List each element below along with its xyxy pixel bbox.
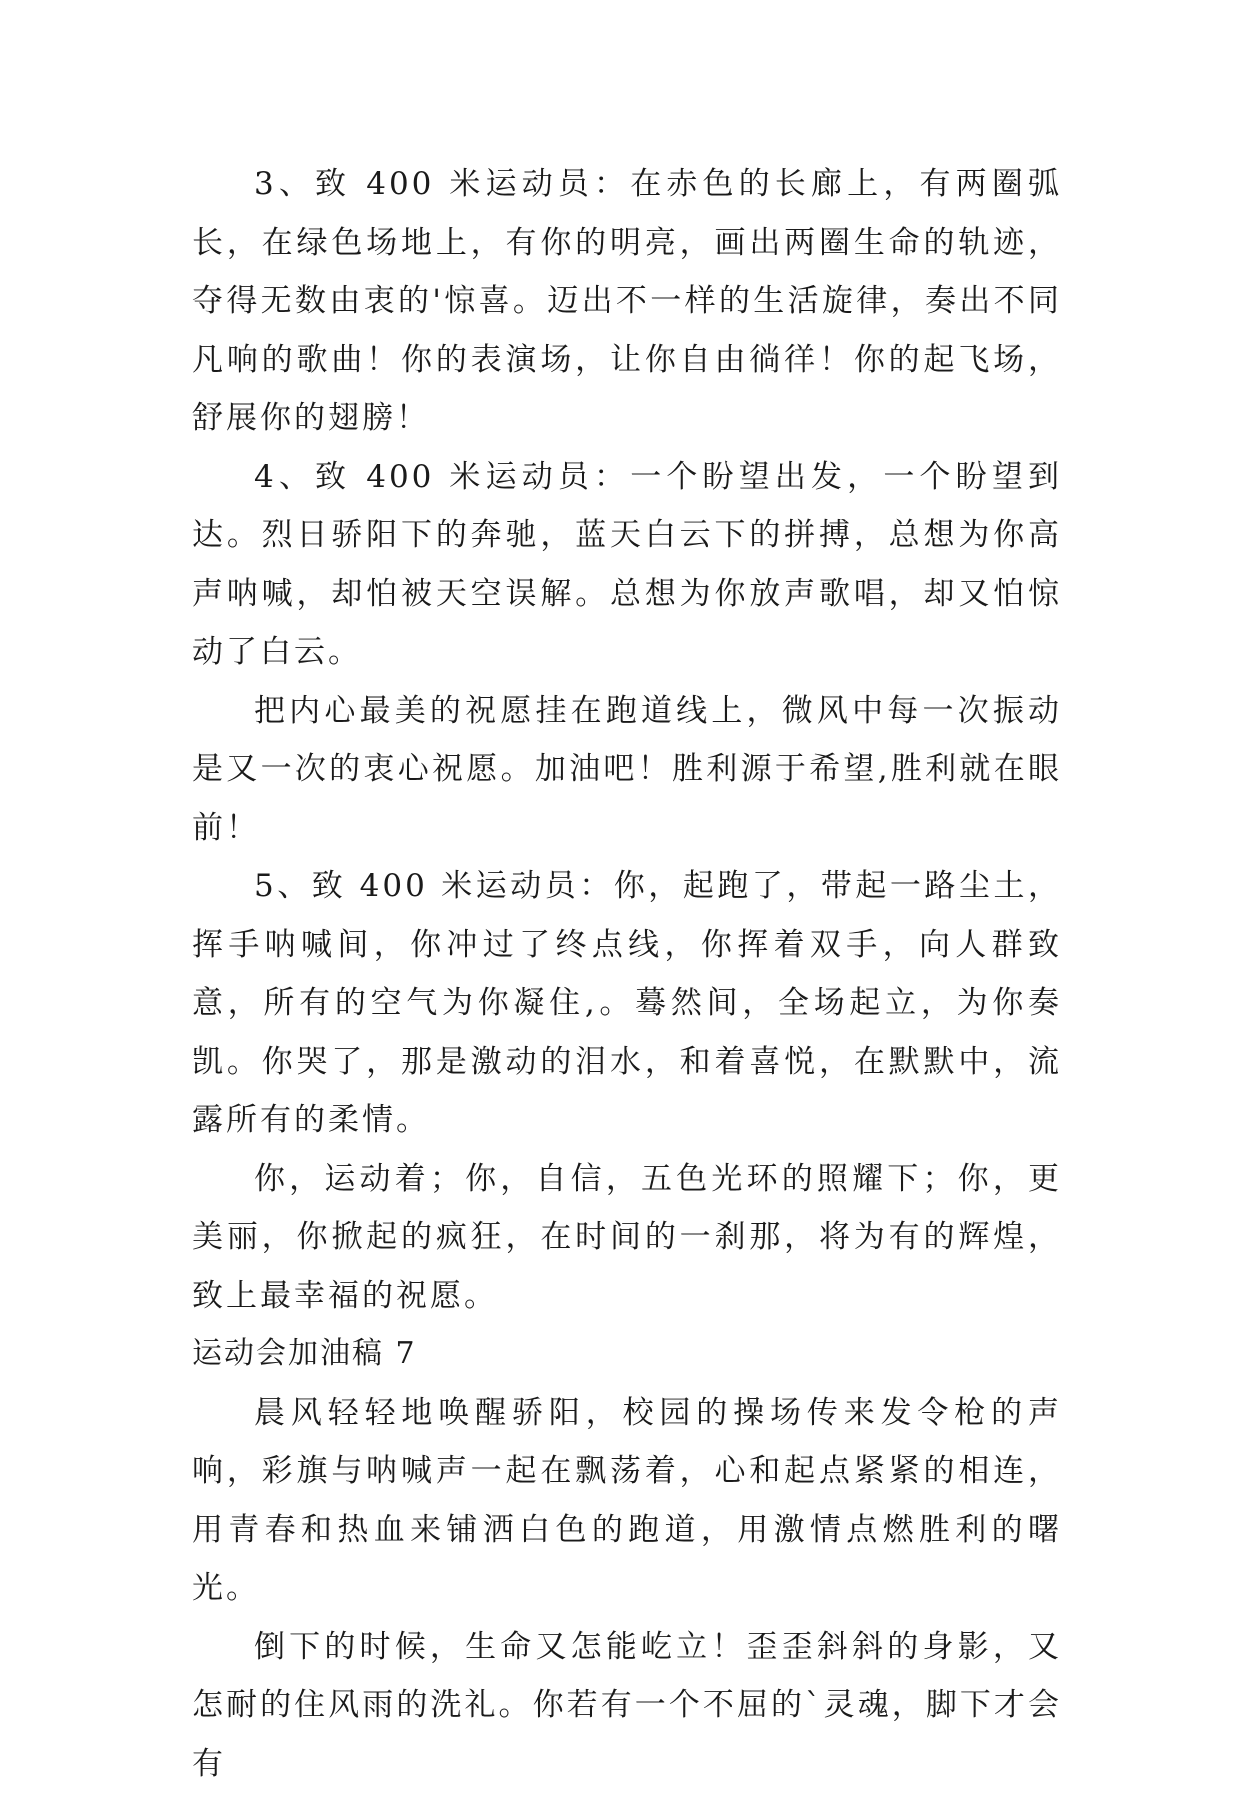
paragraph-3: 3、致 400 米运动员：在赤色的长廊上，有两圈弧长，在绿色场地上，有你的明亮，画出两圈生命的轨迹，夺得无数由衷的'惊喜。迈出不一样的生活旋律，奏出不同凡响的歌曲！你的表演场，让你自由徜徉！你的起飞场，舒展你的翅膀！ — [192, 155, 1062, 448]
paragraph-4: 4、致 400 米运动员：一个盼望出发，一个盼望到达。烈日骄阳下的奔驰，蓝天白云下的拼搏，总想为你高声呐喊，却怕被天空误解。总想为你放声歌唱，却又怕惊动了白云。 — [192, 448, 1062, 682]
section-heading: 运动会加油稿 7 — [192, 1325, 1062, 1384]
paragraph-fall: 倒下的时候，生命又怎能屹立！歪歪斜斜的身影，又怎耐的住风雨的洗礼。你若有一个不屈的`灵魂，脚下才会有 — [192, 1618, 1062, 1793]
paragraph-wish: 把内心最美的祝愿挂在跑道线上，微风中每一次振动是又一次的衷心祝愿。加油吧！胜利源于希望,胜利就在眼前！ — [192, 682, 1062, 858]
paragraph-morning-wind: 晨风轻轻地唤醒骄阳，校园的操场传来发令枪的声响，彩旗与呐喊声一起在飘荡着，心和起点紧紧的相连，用青春和热血来铺洒白色的跑道，用激情点燃胜利的曙光。 — [192, 1384, 1062, 1618]
document-page — [192, 155, 1062, 1793]
paragraph-motion: 你，运动着；你，自信，五色光环的照耀下；你，更美丽，你掀起的疯狂，在时间的一刹那，将为有的辉煌，致上最幸福的祝愿。 — [192, 1150, 1062, 1326]
paragraph-5: 5、致 400 米运动员：你，起跑了，带起一路尘土，挥手呐喊间，你冲过了终点线，你挥着双手，向人群致意，所有的空气为你凝住,。蓦然间，全场起立，为你奏凯。你哭了，那是激动的泪水，和着喜悦，在默默中，流露所有的柔情。 — [192, 857, 1062, 1150]
